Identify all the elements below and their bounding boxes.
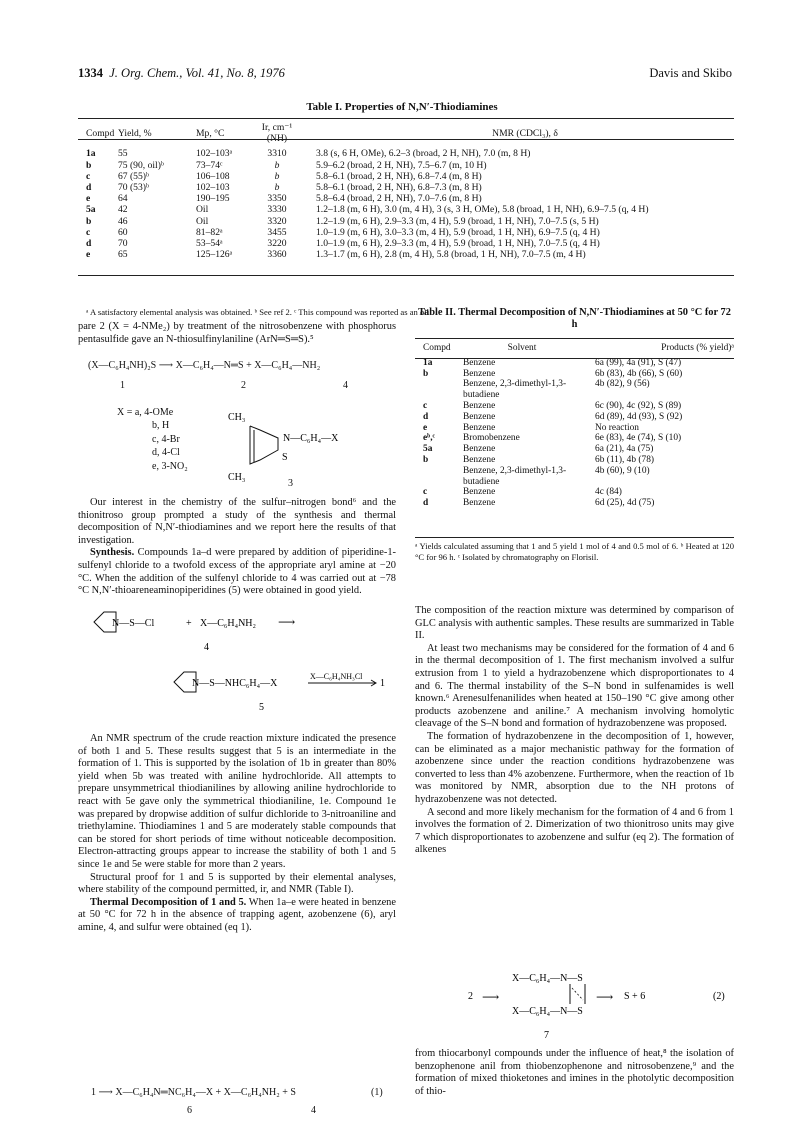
table1-col-compd: Compd: [86, 127, 115, 139]
table1-cell-compd: d: [86, 238, 92, 250]
journal-citation: J. Org. Chem., Vol. 41, No. 8, 1976: [109, 66, 285, 80]
table1-col-yield: Yield, %: [118, 127, 152, 139]
table2-row: [415, 498, 734, 509]
table1-cell-ir: 3310: [267, 148, 287, 160]
table1-cell-nmr: 1.0–1.9 (m, 6 H), 2.9–3.3 (m, 4 H), 5.9 (broad, 1 H, NH), 7.0–7.5 (q, 4 H): [316, 238, 600, 250]
table2-row: [415, 401, 734, 412]
table1-col-nmr: NMR (CDCl₃), δ: [492, 127, 558, 139]
table2-cell-solvent: Bromobenzene: [463, 433, 520, 444]
para-mechanisms: At least two mechanisms may be considered for the formation of 4 and 6 in the thermal decomposition of 1. The first mechanism involved a sulfur extrusion from 1 to yield a hydrazobenzene which disproportionates to 4 and 6. The thermal instability of the S–N bond in sulfenamides is well known.⁶ Arenesulfenanilides when heated at 150–190 °C give among other products azobenzene and aniline.⁷ A mechanism involving homolytic cleavage of the S–N bond and formation of hydrazobenzene was proposed.: [415, 642, 734, 730]
scheme2-drawing: [86, 608, 396, 718]
substituent-c: c, 4-Br: [152, 433, 180, 445]
table1-title: Table I. Properties of N,N′-Thiodiamines: [306, 101, 498, 113]
table2-row: [415, 358, 734, 369]
table2-cell-compd: 1a: [423, 357, 433, 368]
table1-cell-nmr: 1.2–1.9 (m, 6 H), 2.9–3.3 (m, 4 H), 5.9 (broad, 1 H, NH), 7.0–7.5 (s, 5 H): [316, 215, 599, 227]
table1-row: [78, 182, 734, 193]
table2-cell-solvent: Benzene: [463, 454, 496, 465]
para-second-mechanism: A second and more likely mechanism for the formation of 4 and 6 from 1 involves the formation of 2. Dimerization of two thionitroso units may give 7 which disproportionates to azobenzene and sulfur (eq 2). The formation of alkenes: [415, 806, 734, 856]
scheme2-arrow-icon: ⟶: [278, 615, 296, 629]
scheme2-label-4: 4: [204, 642, 209, 653]
table2-cell-solvent: Benzene: [463, 357, 496, 368]
table1-cell-mp: 81–82ᵃ: [196, 226, 223, 238]
table2-cell-products: 6d (25), 4d (75): [595, 498, 655, 509]
struct3-sulfur: S: [282, 452, 288, 463]
table2-cell-compd: [415, 466, 463, 488]
substituent-b: b, H: [152, 420, 170, 432]
table1-row: [78, 249, 734, 260]
scheme1-label-2: 2: [241, 380, 246, 391]
table1-cell-compd: c: [86, 226, 91, 238]
table2-row: [415, 433, 734, 444]
table2-top-rule: [415, 338, 734, 339]
table1-cell-yield: 42: [118, 204, 128, 216]
eq2-arrow2-icon: ⟶: [596, 990, 614, 1004]
table2: [415, 341, 734, 509]
table1-header-row: [78, 122, 734, 148]
table1-cell-compd: b: [86, 215, 92, 227]
table1-cell-ir: 3350: [267, 193, 287, 205]
table1-row: [78, 148, 734, 159]
table2-row: [415, 423, 734, 434]
struct3-ch3-bottom: CH₃: [228, 472, 246, 483]
table1-cell-mp: 190–195: [196, 193, 230, 205]
table2-title: Table II. Thermal Decomposition of N,N′-Thiodiamines at 50 °C for 72 h: [418, 307, 731, 331]
table2-row: [415, 466, 734, 488]
page-number: 1334: [78, 66, 103, 80]
table1-cell-compd: e: [86, 193, 91, 205]
table2-cell-compd: d: [423, 498, 429, 509]
table2-row: [415, 487, 734, 498]
table2-cell-compd: [415, 379, 463, 401]
equation-2-drawing: [468, 968, 738, 1043]
equation-1: [91, 1087, 296, 1098]
eq2-label-7: 7: [544, 1030, 549, 1041]
scheme1-label-1: 1: [120, 380, 125, 391]
table1-cell-compd: 5a: [86, 204, 96, 216]
substituent-e: e, 3-NO₂: [152, 460, 188, 472]
table2-col-compd: Compd: [423, 343, 451, 353]
table1-cell-compd: 1a: [86, 148, 96, 160]
table1-cell-nmr: 5.9–6.2 (broad, 2 H, NH), 7.5–6.7 (m, 10 H): [316, 159, 487, 171]
table2-footnote: ᵃ Yields calculated assuming that 1 and 5 yield 1 mol of 4 and 0.5 mol of 6. ᵇ Heated at 120 °C for 96 h. ᶜ Isolated by chromatography on Florisil.: [415, 541, 734, 562]
table2-cell-compd: c: [423, 400, 428, 411]
table1-cell-yield: 75 (90, oil)ᵇ: [118, 159, 164, 171]
table2-cell-solvent: Benzene: [463, 444, 496, 455]
table1-cell-nmr: 5.8–6.1 (broad, 2 H, NH), 6.8–7.4 (m, 8 H): [316, 170, 482, 182]
structure-3-drawing: [220, 408, 370, 488]
table1-cell-nmr: 1.2–1.8 (m, 6 H), 3.0 (m, 4 H), 3 (s, 3 H, OMe), 5.8 (broad, 1 H, NH), 6.9–7.5 (q, 4 H): [316, 204, 649, 216]
table2-cell-solvent: Benzene, 2,3-dimethyl-1,3-butadiene: [463, 379, 567, 401]
eq2-lhs: 2: [468, 991, 473, 1002]
eq2-top: X—C₆H₄—N—S: [512, 973, 583, 984]
table1-row: [78, 238, 734, 249]
table1-cell-yield: 70 (53)ᵇ: [118, 182, 149, 194]
right-body-2: [415, 1048, 734, 1098]
left-body-2: [78, 733, 396, 935]
table2-cell-products: 6b (11), 4b (78): [595, 454, 655, 465]
scheme1-reactant: (X—C₆H₄NH)₂S: [88, 360, 157, 371]
struct3-n-aryl: N—C₆H₄—X: [283, 433, 339, 444]
eq2-products: S + 6: [624, 991, 646, 1002]
table2-cell-solvent: Benzene: [463, 411, 496, 422]
table1-bottom-rule: [78, 275, 734, 276]
table2-cell-solvent: Benzene: [463, 498, 496, 509]
table2-cell-products: No reaction: [595, 422, 639, 433]
para-hydrazobenzene: The formation of hydrazobenzene in the decomposition of 1, however, can be eliminated as a major mechanistic pathway for the formation of azobenzene since under the reaction conditions hydrazobenzene was converted to less than 4% azobenzene. Furthermore, when the reaction of 1b was monitored by NMR, absorption due to the NH protons of hydrazobenzene was not detected.: [415, 730, 734, 805]
table1-cell-ir: b: [274, 159, 280, 171]
table1-cell-compd: e: [86, 249, 91, 261]
table2-cell-products: 6e (83), 4e (74), S (10): [595, 433, 682, 444]
table1-cell-nmr: 5.8–6.4 (broad, 2 H, NH), 7.0–7.6 (m, 8 H): [316, 193, 482, 205]
table2-col-products: Products (% yield)ᵃ: [661, 343, 734, 353]
struct3-label: 3: [288, 478, 293, 489]
table1-cell-mp: 53–54ᵃ: [196, 238, 223, 250]
table1-col-mp: Mp, °C: [196, 127, 225, 139]
table1-cell-yield: 60: [118, 226, 128, 238]
eq2-number: (2): [713, 991, 725, 1002]
para-thermal: When 1a–e were heated in benzene at 50 °C for 72 h in the absence of trapping agent, azobenzene (6), aryl amine, 4, and sulfur were obtained (eq 1).: [78, 896, 396, 933]
thermal-heading: Thermal Decomposition of 1 and 5.: [90, 896, 247, 908]
table2-cell-products: 6b (83), 4b (66), S (60): [595, 368, 683, 379]
table1-top-rule: [78, 118, 734, 119]
table1-cell-nmr: 1.0–1.9 (m, 6 H), 3.0–3.3 (m, 4 H), 5.9 (broad, 1 H, NH), 6.9–7.5 (q, 4 H): [316, 226, 600, 238]
table2-cell-compd: eᵇ,ᶜ: [423, 433, 435, 444]
table2-cell-solvent: Benzene, 2,3-dimethyl-1,3-butadiene: [463, 465, 567, 487]
table2-row: [415, 369, 734, 380]
right-body-1: [415, 605, 734, 857]
left-intro: [78, 321, 396, 346]
table2-cell-products: 4b (82), 9 (56): [595, 379, 650, 390]
scheme2-reagent2: X—C₆H₄NH₂: [200, 618, 257, 629]
table1-cell-nmr: 1.3–1.7 (m, 6 H), 2.8 (m, 4 H), 5.8 (broad, 1 H, NH), 7.0–7.5 (m, 4 H): [316, 249, 586, 261]
table1-cell-mp: 125–126ᵃ: [196, 249, 233, 261]
table1-cell-nmr: 3.8 (s, 6 H, OMe), 6.2–3 (broad, 2 H, NH), 7.0 (m, 8 H): [316, 148, 531, 160]
para-nmr-spectrum: An NMR spectrum of the crude reaction mixture indicated the presence of both 1 and 5. These results suggest that 5 is an intermediate in the formation of 1. This is supported by the isolation of 1b in greater than 80% yield when 5b was treated with aniline hydrochloride. All attempts to prepare unsymmetrical thiodianilines by allowing aniline hydrochloride to react with 5e gave only the symmetrical thiodianiline, 1e. Compound 1e was prepared by dropwise addition of sulfur dichloride to 3-nitroaniline and triethylamine. Thiodiamines 1 and 5 are moderately stable compounds that can be stored for short periods of time without noticeable decomposition. Electron-attracting groups appear to increase the stability of both 1 and 5 since 1e and 5e were stable for more than 2 years.: [78, 733, 396, 870]
table2-cell-solvent: Benzene: [463, 422, 496, 433]
table1-col-ir: Ir, cm⁻¹ (NH): [261, 122, 293, 145]
table1-cell-mp: Oil: [196, 204, 209, 216]
left-body-1: [78, 497, 396, 598]
intro-paragraph: pare 2 (X = 4-NMe₂) by treatment of the nitrosobenzene with phosphorus pentasulfide gave an N-thiosulfinylaniline (ArN═S═S).⁵: [78, 321, 396, 345]
table2-cell-compd: c: [423, 487, 428, 498]
scheme1-product-2: X—C₆H₄—N═S: [175, 360, 244, 371]
table2-cell-compd: b: [423, 454, 429, 465]
scheme2-plus: +: [186, 618, 192, 629]
table2-cell-products: 6d (89), 4d (93), S (92): [595, 411, 683, 422]
scheme2-label-5: 5: [259, 702, 264, 713]
table2-row: [415, 379, 734, 401]
table1-cell-yield: 65: [118, 249, 128, 261]
table1-cell-yield: 64: [118, 193, 128, 205]
eq2-bottom: X—C₆H₄—N—S: [512, 1006, 583, 1017]
substituent-list: [117, 406, 188, 473]
eq1-number: (1): [371, 1087, 383, 1098]
table1-cell-ir: 3320: [267, 215, 287, 227]
scheme2-product: 1: [380, 678, 385, 689]
table1-cell-mp: Oil: [196, 215, 209, 227]
table1-cell-mp: 73–74ᶜ: [196, 159, 223, 171]
scheme1-plus: +: [246, 360, 252, 371]
substituent-d: d, 4-Cl: [152, 447, 180, 459]
para-synthesis: Compounds 1a–d were prepared by addition of piperidine-1-sulfenyl chloride to a twofold excess of the appropriate aryl amine at −20 °C. When the addition of the sulfenyl chloride to 4 was carried out at −78 °C N,N′-thioareneaminopiperidines (5) were obtained in good yield.: [78, 547, 396, 597]
table2-col-solvent: Solvent: [507, 343, 537, 353]
table1-header-rule: [78, 139, 734, 140]
eq1-arrow-icon: ⟶: [98, 1087, 116, 1098]
table1-cell-mp: 102–103ᵃ: [196, 148, 233, 160]
eq1-rhs: X—C₆H₄N═NC₆H₄—X + X—C₆H₄NH₂ + S: [115, 1087, 296, 1098]
scheme1: [88, 360, 320, 371]
table1-cell-compd: d: [86, 182, 92, 194]
table1-cell-mp: 102–103: [196, 182, 230, 194]
table2-cell-solvent: Benzene: [463, 400, 496, 411]
table2-cell-products: 4c (84): [595, 487, 622, 498]
eq1-lhs: 1: [91, 1087, 96, 1098]
table1-row: [78, 193, 734, 204]
para-interest: Our interest in the chemistry of the sulfur–nitrogen bond⁶ and the thionitroso group prompted a study of the synthesis and thermal decomposition of N,N′-thiodiamines and we report here the results of that investigation.: [78, 497, 396, 546]
eq1-label-6: 6: [187, 1105, 192, 1116]
table2-cell-compd: b: [423, 368, 429, 379]
table1-footnote: ᵃ A satisfactory elemental analysis was obtained. ᵇ See ref 2. ᶜ This compound was reported as an oil.: [86, 307, 432, 317]
para-alkenes: from thiocarbonyl compounds under the influence of heat,⁸ the isolation of benzophenone anil from thiobenzophenone and nitrosobenzene,⁹ and the formation of mixed thioketones and imines in the photolytic decomposition of thio-: [415, 1048, 734, 1097]
table1-cell-compd: b: [86, 159, 92, 171]
table2-cell-solvent: Benzene: [463, 487, 496, 498]
scheme2-arrow-label: X—C₆H₄NH₃Cl: [310, 672, 363, 681]
table2-row: [415, 455, 734, 466]
table1: [78, 122, 734, 260]
table1-row: [78, 216, 734, 227]
table2-cell-products: 6a (21), 4a (75): [595, 444, 654, 455]
table1-cell-ir: 3455: [267, 226, 287, 238]
table2-row: [415, 412, 734, 423]
table1-cell-ir: 3330: [267, 204, 287, 216]
table1-cell-ir: 3360: [267, 249, 287, 261]
table1-row: [78, 227, 734, 238]
table1-cell-ir: 3220: [267, 238, 287, 250]
reaction-arrow-icon: ⟶: [158, 360, 176, 371]
table1-cell-nmr: 5.8–6.1 (broad, 2 H, NH), 6.8–7.3 (m, 8 H): [316, 182, 482, 194]
table1-cell-ir: b: [274, 182, 280, 194]
table1-cell-compd: c: [86, 170, 91, 182]
table1-row: [78, 160, 734, 171]
running-authors: Davis and Skibo: [649, 66, 732, 80]
eq1-label-4: 4: [311, 1105, 316, 1116]
table1-row: [78, 204, 734, 215]
struct3-ch3-top: CH₃: [228, 412, 246, 423]
synthesis-heading: Synthesis.: [90, 547, 135, 559]
table2-bottom-rule: [415, 537, 734, 538]
scheme2-reagent1: N—S—Cl: [112, 618, 155, 629]
table1-cell-yield: 67 (55)ᵇ: [118, 170, 149, 182]
scheme1-product-4: X—C₆H₄—NH₂: [254, 360, 321, 371]
table2-row: [415, 444, 734, 455]
substituent-a: X = a, 4-OMe: [117, 407, 174, 418]
para-composition: The composition of the reaction mixture was determined by comparison of GLC analysis with authentic samples. These results are summarized in Table II.: [415, 605, 734, 642]
table2-cell-compd: e: [423, 422, 428, 433]
table2-cell-products: 4b (60), 9 (10): [595, 465, 650, 476]
table1-cell-yield: 46: [118, 215, 128, 227]
para-structural-proof: Structural proof for 1 and 5 is supported by their elemental analyses, where stability of the compound permitted, ir, and NMR (Table I).: [78, 871, 396, 896]
table1-cell-mp: 106–108: [196, 170, 230, 182]
scheme1-label-4: 4: [343, 380, 348, 391]
table2-header-row: [415, 341, 734, 358]
table2-header-rule: [415, 358, 734, 359]
table2-cell-compd: d: [423, 411, 429, 422]
table1-row: [78, 171, 734, 182]
table2-cell-products: 6a (99), 4a (91), S (47): [595, 357, 682, 368]
table1-cell-yield: 70: [118, 238, 128, 250]
table1-cell-ir: b: [274, 170, 280, 182]
table1-cell-yield: 55: [118, 148, 128, 160]
table2-cell-solvent: Benzene: [463, 368, 496, 379]
scheme2-intermediate: N—S—NHC₆H₄—X: [192, 678, 278, 689]
table2-cell-compd: 5a: [423, 444, 433, 455]
table2-cell-products: 6c (90), 4c (92), S (89): [595, 400, 682, 411]
eq2-arrow-icon: ⟶: [482, 990, 500, 1004]
